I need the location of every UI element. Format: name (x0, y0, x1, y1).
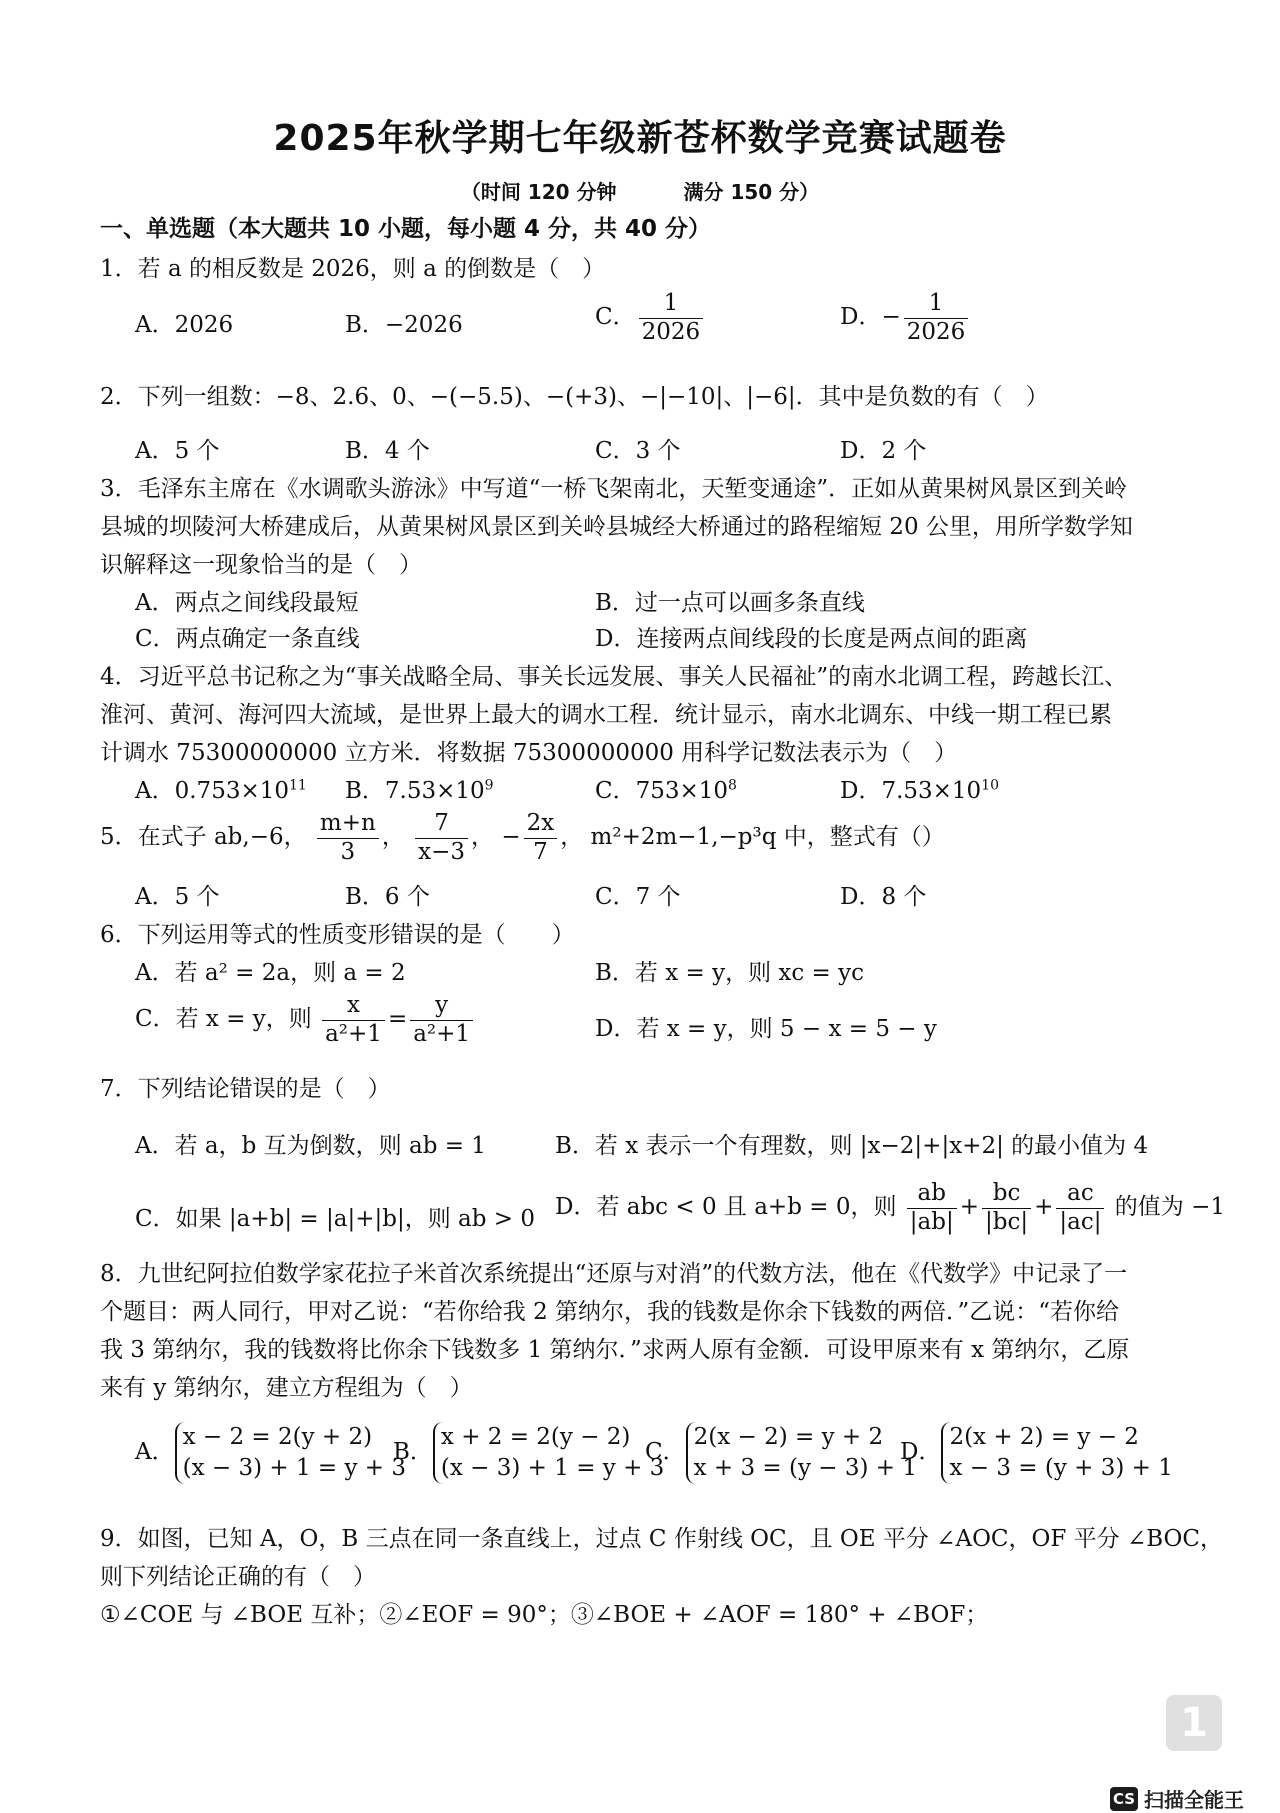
q2-stem: 2．下列一组数：−8、2.6、0、−(−5.5)、−(+3)、−|−10|、|−6|．其中是负数的有（ ） (100, 384, 1049, 410)
q5-frac3-denominator: 7 (533, 838, 548, 865)
q4-option-a (135, 772, 307, 805)
q6-c-frac2-denominator: a²+1 (413, 1020, 471, 1047)
q4-b-exponent: 9 (484, 777, 494, 794)
q8-option-c (645, 1422, 917, 1484)
q8-b-label: B． (393, 1439, 433, 1466)
q5-stem: 5．在式子 ab,−6， $\frac{m+n}{3}$ ， $\frac{7}{x-3}$ ， − $\frac{2x}{7}$ ， m²+2m−1,−p³q 中，整式有（） (100, 810, 945, 865)
q4-line-1: 4．习近平总书记称之为“事关战略全局、事关长远发展、事关人民福祉”的南水北调工程，跨越长江、 (100, 664, 1128, 690)
q4-option-c (595, 772, 737, 805)
q6-option-b: B．若 x = y，则 xc = yc (595, 960, 865, 986)
q8-c-eq2: x + 3 = (y − 3) + 1 (693, 1455, 917, 1482)
q6-c-frac1-denominator: a²+1 (325, 1020, 382, 1047)
q1-c-denominator: 2026 (641, 318, 701, 345)
exam-time: （时间 120 分钟 (460, 180, 617, 204)
q5-frac3-numerator: 2x (524, 810, 558, 839)
q6-c-text: C．若 x = y，则 (135, 1006, 312, 1033)
scanner-brand (1110, 1784, 1244, 1813)
q3-line-3: 识解释这一现象恰当的是（ ） (100, 552, 422, 578)
q4-line-3: 计调水 75300000000 立方米．将数据 75300000000 用科学记数法表示为（ ） (100, 740, 958, 766)
q2-option-d: D．2 个 (840, 438, 927, 464)
q8-option-a (135, 1422, 406, 1484)
exam-info (0, 176, 1280, 205)
q4-d-base: D．7.53×10 (840, 778, 982, 804)
q7-stem: 7．下列结论错误的是（ ） (100, 1076, 391, 1102)
q7-d-frac3-numerator: ac (1056, 1180, 1104, 1209)
q8-b-eq2: (x − 3) + 1 = y + 3 (440, 1455, 665, 1482)
q3-option-c: C．两点确定一条直线 (135, 626, 360, 652)
q5-option-d: D．8 个 (840, 884, 927, 910)
q2-option-c: C．3 个 (595, 438, 681, 464)
q4-b-base: B．7.53×10 (345, 778, 485, 804)
q4-c-exponent: 8 (728, 777, 737, 794)
q5-stem-start: 5．在式子 ab,−6， (100, 824, 307, 851)
q1-stem: 1．若 a 的相反数是 2026，则 a 的倒数是（ ） (100, 256, 606, 282)
q8-d-eq1: 2(x + 2) = y − 2 (949, 1424, 1139, 1450)
q7-d-frac1-denominator: |ab| (909, 1208, 954, 1235)
q5-frac1-denominator: 3 (340, 838, 356, 865)
q7-d-frac2-denominator: |bc| (984, 1208, 1029, 1235)
q5-frac2-denominator: x−3 (418, 838, 466, 865)
q9-line-1: 9．如图，已知 A，O，B 三点在同一条直线上，过点 C 作射线 OC，且 OE 平分 ∠AOC，OF 平分 ∠BOC， (100, 1526, 1224, 1552)
q6-c-frac1-numerator: x (322, 992, 385, 1021)
q5-stem-end: m²+2m−1,−p³q 中，整式有（） (590, 824, 945, 851)
page-title: 2025年秋学期七年级新苍杯数学竞赛试题卷 (273, 118, 1007, 159)
q3-line-1: 3．毛泽东主席在《水调歌头游泳》中写道“一桥飞架南北，天堑变通途”．正如从黄果树风景区到关岭 (100, 476, 1128, 502)
q8-line-2: 个题目：两人同行，甲对乙说：“若你给我 2 第纳尔，我的钱数是你余下钱数的两倍．”乙说：“若你给 (100, 1299, 1120, 1325)
q7-d-frac1-numerator: ab (907, 1180, 957, 1209)
q2-option-b: B．4 个 (345, 438, 430, 464)
q2-option-a: A．5 个 (135, 438, 220, 464)
q6-stem: 6．下列运用等式的性质变形错误的是（ ） (100, 922, 575, 948)
brand-name: 扫描全能王 (1144, 1788, 1244, 1812)
q1-c-numerator: 1 (639, 290, 704, 319)
q1-d-numerator: 1 (904, 290, 969, 319)
q8-c-label: C． (645, 1439, 686, 1466)
q8-option-b (393, 1422, 664, 1484)
q1-option-d-label: D．− (840, 304, 901, 331)
q1-option-c-label: C． (595, 304, 636, 331)
q6-option-c: C．若 x = y，则 $\frac{x}{\text{a²+1}}$ = $\frac{y}{\text{a²+1}}$ (135, 992, 476, 1048)
q1-d-denominator: 2026 (906, 318, 966, 345)
q7-option-d: D．若 abc < 0 且 a+b = 0，则 $\frac{ab}{|ab|}$ + $\frac{bc}{|bc|}$ + $\frac{ac}{|ac|}$ 的值为 −1 (555, 1180, 1225, 1235)
q7-d-text: D．若 abc < 0 且 a+b = 0，则 (555, 1194, 897, 1221)
q7-d-frac3-denominator: |ac| (1059, 1208, 1102, 1235)
q7-option-a: A．若 a，b 互为倒数，则 ab = 1 (135, 1133, 486, 1159)
q6-option-a: A．若 a² = 2a，则 a = 2 (135, 960, 406, 986)
q7-d-tail: 的值为 −1 (1114, 1194, 1225, 1221)
q3-option-d: D．连接两点间线段的长度是两点间的距离 (595, 626, 1028, 652)
q7-d-frac2-numerator: bc (982, 1180, 1031, 1209)
q6-c-frac2-numerator: y (410, 992, 473, 1021)
q8-option-d (900, 1422, 1173, 1484)
q4-a-exponent: 11 (289, 777, 307, 794)
q4-a-base: A．0.753×10 (135, 778, 289, 804)
q5-option-c: C．7 个 (595, 884, 681, 910)
q8-d-label: D． (900, 1439, 942, 1466)
q5-option-b: B．6 个 (345, 884, 430, 910)
q8-a-eq1: x − 2 = 2(y + 2) (182, 1424, 373, 1450)
q3-option-b: B．过一点可以画多条直线 (595, 590, 865, 616)
camscanner-logo-icon: CS (1110, 1787, 1138, 1811)
q4-option-b (345, 772, 494, 805)
page-number: 1 (1166, 1695, 1222, 1751)
exam-score: 满分 150 分） (683, 180, 820, 204)
q4-c-base: C．753×10 (595, 778, 729, 804)
q8-line-4: 来有 y 第纳尔，建立方程组为（ ） (100, 1375, 473, 1401)
q7-option-b: B．若 x 表示一个有理数，则 |x−2|+|x+2| 的最小值为 4 (555, 1133, 1149, 1159)
q3-line-2: 县城的坝陵河大桥建成后，从黄果树风景区到关岭县城经大桥通过的路程缩短 20 公里，用所学数学知 (100, 514, 1133, 540)
q8-a-label: A． (135, 1439, 175, 1466)
q5-frac2-numerator: 7 (415, 810, 468, 839)
q8-line-3: 我 3 第纳尔，我的钱数将比你余下钱数多 1 第纳尔．”求两人原有金额．可设甲原来有 x 第纳尔，乙原 (100, 1337, 1130, 1363)
q8-b-eq1: x + 2 = 2(y − 2) (440, 1424, 631, 1450)
q4-option-d (840, 772, 999, 805)
q4-line-2: 淮河、黄河、海河四大流域，是世界上最大的调水工程．统计显示，南水北调东、中线一期工程已累 (100, 702, 1112, 728)
q5-frac1-numerator: m+n (317, 810, 379, 839)
q1-option-a: A．2026 (135, 312, 234, 338)
q5-option-a: A．5 个 (135, 884, 220, 910)
section-heading: 一、单选题（本大题共 10 小题，每小题 4 分，共 40 分） (100, 216, 712, 242)
q7-option-c: C．如果 |a+b| = |a|+|b|，则 ab > 0 (135, 1206, 535, 1232)
q4-d-exponent: 10 (981, 777, 1000, 794)
q1-option-b: B．−2026 (345, 312, 463, 338)
q1-option-d (840, 290, 971, 346)
q8-a-eq2: (x − 3) + 1 = y + 3 (182, 1455, 407, 1482)
q9-line-3: ①∠COE 与 ∠BOE 互补；②∠EOF = 90°；③∠BOE + ∠AOF = 180° + ∠BOF； (100, 1602, 989, 1628)
q1-option-c (595, 290, 706, 346)
q3-option-a: A．两点之间线段最短 (135, 590, 359, 616)
q8-d-eq2: x − 3 = (y + 3) + 1 (949, 1455, 1173, 1482)
q8-c-eq1: 2(x − 2) = y + 2 (693, 1424, 884, 1450)
q8-line-1: 8．九世纪阿拉伯数学家花拉子米首次系统提出“还原与对消”的代数方法，他在《代数学》中记录了一 (100, 1261, 1128, 1287)
q6-option-d: D．若 x = y，则 5 − x = 5 − y (595, 1016, 937, 1042)
q9-line-2: 则下列结论正确的有（ ） (100, 1564, 376, 1590)
